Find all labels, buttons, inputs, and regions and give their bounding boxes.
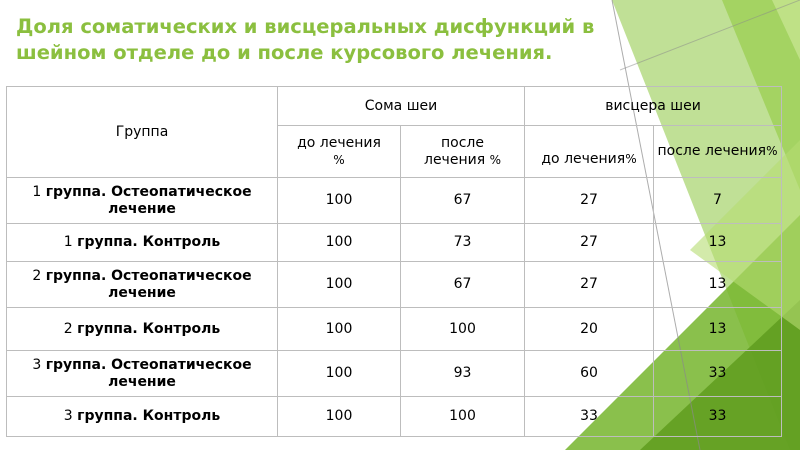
soma-before-header: до лечения %	[278, 126, 401, 178]
results-table	[6, 86, 782, 437]
table-row	[7, 351, 782, 397]
viscera-header: висцера шеи	[525, 87, 782, 126]
group-label: 3 группа. Остеопатическое лечение	[7, 351, 278, 397]
page-title: Доля соматических и висцеральных дисфункций в шейном отделе до и после курсового лечения.	[16, 15, 595, 64]
soma-after-value: 73	[401, 224, 525, 262]
visc-after-value: 13	[654, 224, 782, 262]
visc-after-value: 13	[654, 308, 782, 351]
group-label: 1 группа. Контроль	[7, 224, 278, 262]
table-row	[7, 308, 782, 351]
soma-before-value: 100	[278, 262, 401, 308]
soma-before-value: 100	[278, 178, 401, 224]
visc-after-value: 33	[654, 397, 782, 437]
visc-after-value: 33	[654, 351, 782, 397]
visc-before-value: 27	[525, 262, 654, 308]
table-row	[7, 397, 782, 437]
soma-header: Сома шеи	[278, 87, 525, 126]
visc-before-value: 20	[525, 308, 654, 351]
table-row	[7, 224, 782, 262]
soma-after-value: 67	[401, 262, 525, 308]
group-label: 3 группа. Контроль	[7, 397, 278, 437]
soma-before-value: 100	[278, 224, 401, 262]
soma-after-value: 100	[401, 308, 525, 351]
table-row	[7, 262, 782, 308]
visc-after-value: 13	[654, 262, 782, 308]
soma-after-header: после лечения %	[401, 126, 525, 178]
group-label: 2 группа. Контроль	[7, 308, 278, 351]
group-label: 2 группа. Остеопатическое лечение	[7, 262, 278, 308]
group-label: 1 группа. Остеопатическое лечение	[7, 178, 278, 224]
table-row	[7, 178, 782, 224]
visc-before-value: 27	[525, 224, 654, 262]
soma-after-value: 67	[401, 178, 525, 224]
soma-after-value: 100	[401, 397, 525, 437]
soma-before-value: 100	[278, 308, 401, 351]
visc-before-value: 33	[525, 397, 654, 437]
soma-before-value: 100	[278, 397, 401, 437]
visc-before-value: 27	[525, 178, 654, 224]
group-header: Группа	[7, 87, 278, 178]
soma-before-value: 100	[278, 351, 401, 397]
visc-after-header: после лечения%	[654, 126, 782, 178]
soma-after-value: 93	[401, 351, 525, 397]
visc-before-value: 60	[525, 351, 654, 397]
visc-before-header: до лечения%	[525, 126, 654, 178]
visc-after-value: 7	[654, 178, 782, 224]
